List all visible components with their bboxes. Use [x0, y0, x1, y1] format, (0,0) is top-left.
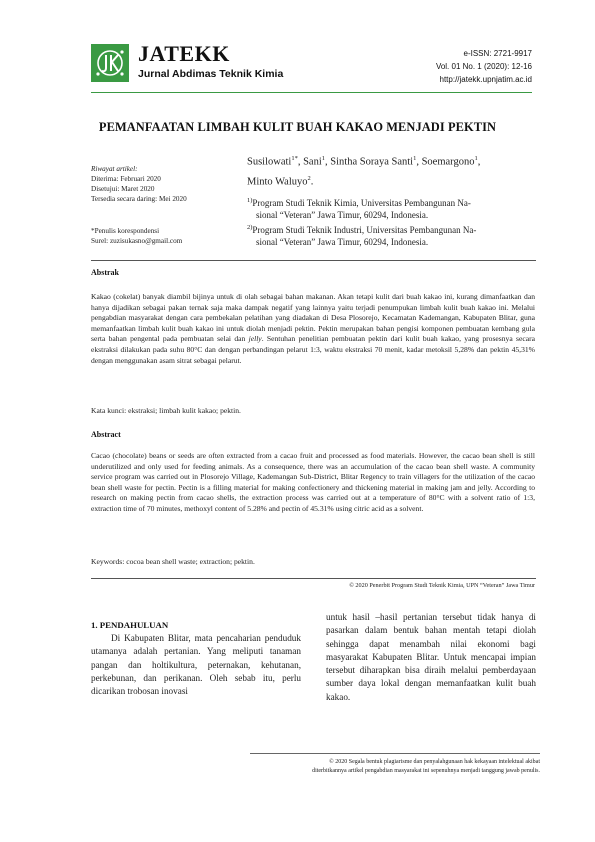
- journal-name: JATEKK: [138, 41, 230, 66]
- keywords-en: Keywords: cocoa bean shell waste; extraction; pektin.: [91, 557, 255, 566]
- paper-title: PEMANFAATAN LIMBAH KULIT BUAH KAKAO MENJADI PEKTIN: [98, 120, 497, 134]
- corresponding-author: [91, 226, 182, 246]
- history-label: Riwayat artikel:: [91, 165, 138, 173]
- affiliation-2: $^{2)}$Program Studi Teknik Industri, Universitas Pembangunan Na- sional “Veteran” Jawa Timur, 60294, Indonesia.: [247, 224, 477, 247]
- body-column-left: Di Kabupaten Blitar, mata pencaharian penduduk utamanya adalah pertanian. Yang meliputi tanaman pangan dan holtikultura, peternakan, kehutanan, perkebunan, dan perikanan. Oleh sebab itu, perlu dicarikan trobosan inovasi: [91, 633, 301, 697]
- header-divider: [91, 92, 532, 93]
- affiliation-1: $^{1)}$Program Studi Teknik Kimia, Universitas Pembangunan Na- sional “Veteran” Jawa Timur, 60294, Indonesia.: [247, 197, 471, 220]
- footer-note: © 2020 Segala bentuk plagiarisme dan penyalahgunaan hak kekayaan intelektual akibat diterbitkannya artikel pengabdian masyarakat ini sepenuhnya menjadi tanggung jawab penulis.: [312, 759, 540, 774]
- journal-subtitle: Jurnal Abdimas Teknik Kimia: [138, 68, 284, 80]
- online-date: Tersedia secara daring: Mei 2020: [91, 195, 187, 203]
- author-list: Susilowati$^{1*}$, Sani$^1$, Sintha Soraya Santi$^1$, Soemargono$^1$, Minto Waluyo$^2$.: [247, 155, 481, 187]
- eissn: e-ISSN: 2721-9917: [463, 49, 532, 58]
- author-name: Minto Waluyo: [247, 176, 308, 187]
- author-name: Sintha Soraya Santi: [330, 156, 414, 168]
- journal-url[interactable]: http://jatekk.upnjatim.ac.id: [439, 75, 532, 84]
- received-date: Diterima: Februari 2020: [91, 175, 161, 183]
- keywords-id: Kata kunci: ekstraksi; limbah kulit kakao; pektin.: [91, 406, 241, 415]
- abstract-divider-top: [91, 260, 536, 261]
- footer-divider: [250, 753, 540, 754]
- corr-label: *Penulis korespondensi: [91, 227, 160, 235]
- copyright-notice: © 2020 Penerbit Program Studi Teknik Kimia, UPN “Veteran” Jawa Timur: [349, 582, 535, 589]
- abstract-id-body: Kakao (cokelat) banyak diambil bijinya untuk di olah sebagai bahan makanan. Akan tetapi kulit dari buah kakao ini, kurang dimanfaatkan dan hanya dijadikan sebagai pakan ternak saja maka dampak negatif yang lainnya yaitu terjadi penumpukan limbah kulit buah kakao ini. Melalui pengabdian masyarakat dengan cara pembekalan pelatihan yang diadakan di Desa Plosorejo, Kecamatan Kademangan, Kabupaten Blitar, guna memanfaatkan limbah kulit buah kakao ini untuk diolah menjadi pektin. Pektin merupakan bahan pengisi komponen pembuatan kembang gula serta bahan pengental pada pembuatan selai dan jelly. Sentuhan penelitian pembuatan pektin dari kulit buah kakao, yang prosesnya secara ekstraksi dilakukan pada suhu 80°C dan dengan perbandingan pelarut 1:3, waktu ekstraksi 70 menit, kadar metoksil 5,28% dan pektin 45,31% dengan menggunakan asam sitrat sebagai pelarut.: [91, 292, 535, 365]
- section-heading: 1. PENDAHULUAN: [91, 620, 169, 630]
- author-name: Susilowati: [247, 156, 292, 168]
- volume-info: Vol. 01 No. 1 (2020): 12-16: [435, 62, 532, 71]
- body-column-right: untuk hasil –hasil pertanian tersebut tidak hanya di pasarkan dalam bentuk bahan mentah tetapi diolah sehingga dapat menambah nilai ekonomi bagi masyarakat Kabupaten Blitar. Untuk mencapai impian tersebut diharapkan bisa diraih melalui pemberdayaan sumber daya lokal dengan memanfaatkan kulit buah kakao.: [326, 612, 536, 702]
- corr-email[interactable]: Surel: zuzisukasno@gmail.com: [91, 237, 183, 245]
- abstract-en-body: Cacao (chocolate) beans or seeds are often extracted from a cacao fruit and processed as food materials. However, the cacao bean shell is still underutilized and only used for feeding animals. As a consequence, there was an accumulation of the cacao bean shell waste. A community service program was carried out in Plosorejo Village, Kademangan Sub-District, Blitar Regency to train villagers for the utilization of the cacao bean shell waste for pectin. Pectin is a filling material for making confectionery and thickening material in making jam and jelly. According to research on making pectin from cacao shells, the extraction process was carried out at a temperature of 80°C with a solvent ratio of 1:3, extraction time of 70 minutes, methoxyl content of 5.28% and pectin of 45.31% using citric acid as a solvent.: [91, 451, 535, 513]
- abstract-id-heading: Abstrak: [91, 268, 120, 277]
- author-name: Soemargono: [421, 156, 475, 168]
- accepted-date: Disetujui: Maret 2020: [91, 185, 155, 193]
- journal-logo: [91, 44, 129, 82]
- jk-monogram-icon: [91, 44, 129, 82]
- journal-info: [436, 47, 532, 86]
- article-history: [91, 164, 187, 204]
- abstract-divider-bottom: [91, 578, 536, 579]
- abstract-en-heading: Abstract: [91, 430, 121, 439]
- author-name: Sani: [303, 156, 322, 168]
